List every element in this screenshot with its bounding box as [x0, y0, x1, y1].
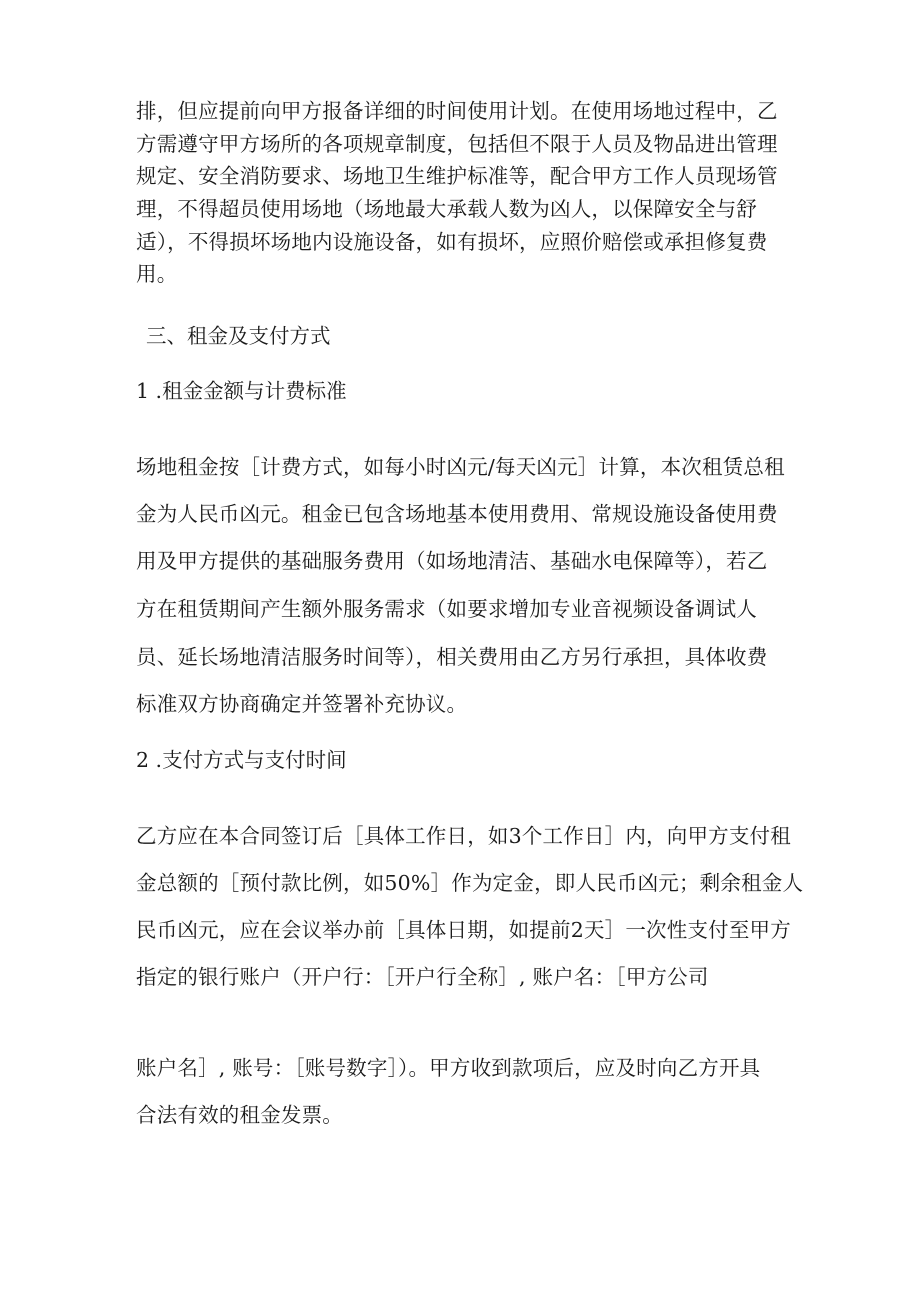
paragraph-line: 合法有效的租金发票。	[136, 1103, 343, 1127]
paragraph-line: 用。	[136, 262, 178, 286]
paragraph-line: 金为人民币凶元。租金已包含场地基本使用费用、常规设施设备使用费	[136, 502, 778, 526]
paragraph-line: 方需遵守甲方场所的各项规章制度，包括但不限于人员及物品进出管理	[136, 132, 778, 156]
paragraph-line: 员、延长场地清洁服务时间等），相关费用由乙方另行承担，具体收费	[136, 645, 768, 669]
paragraph-line: 适），不得损坏场地内设施设备，如有损坏，应照价赔偿或承担修复费	[136, 230, 768, 254]
paragraph-line: 用及甲方提供的基础服务费用（如场地清洁、基础水电保障等），若乙	[136, 549, 768, 573]
clause-heading: 1 .租金金额与计费标准	[136, 379, 347, 403]
paragraph-line: 方在租赁期间产生额外服务需求（如要求增加专业音视频设备调试人	[136, 597, 757, 621]
clause-heading: 2 .支付方式与支付时间	[136, 748, 347, 772]
paragraph-line: 账户名］, 账号：［账号数字］）。甲方收到款项后，应及时向乙方开具	[136, 1056, 761, 1080]
paragraph-line: 标准双方协商确定并签署补充协议。	[136, 692, 468, 716]
section-heading: 三、租金及支付方式	[146, 324, 331, 348]
paragraph-line: 乙方应在本合同签订后［具体工作日，如3个工作日］内，向甲方支付租	[136, 824, 791, 848]
paragraph-line: 理，不得超员使用场地（场地最大承载人数为凶人，以保障安全与舒	[136, 197, 757, 221]
paragraph-line: 排，但应提前向甲方报备详细的时间使用计划。在使用场地过程中，乙	[136, 99, 778, 123]
paragraph-line: 场地租金按［计费方式，如每小时凶元/每天凶元］计算，本次租赁总租	[136, 455, 785, 479]
paragraph-line: 规定、安全消防要求、场地卫生维护标准等，配合甲方工作人员现场管	[136, 164, 778, 188]
paragraph-line: 民币凶元，应在会议举办前［具体日期，如提前2天］一次性支付至甲方	[136, 918, 791, 942]
paragraph-line: 指定的银行账户（开户行：［开户行全称］, 账户名：［甲方公司	[136, 965, 709, 989]
paragraph-line: 金总额的［预付款比例，如50%］作为定金，即人民币凶元；剩余租金人	[136, 871, 804, 895]
